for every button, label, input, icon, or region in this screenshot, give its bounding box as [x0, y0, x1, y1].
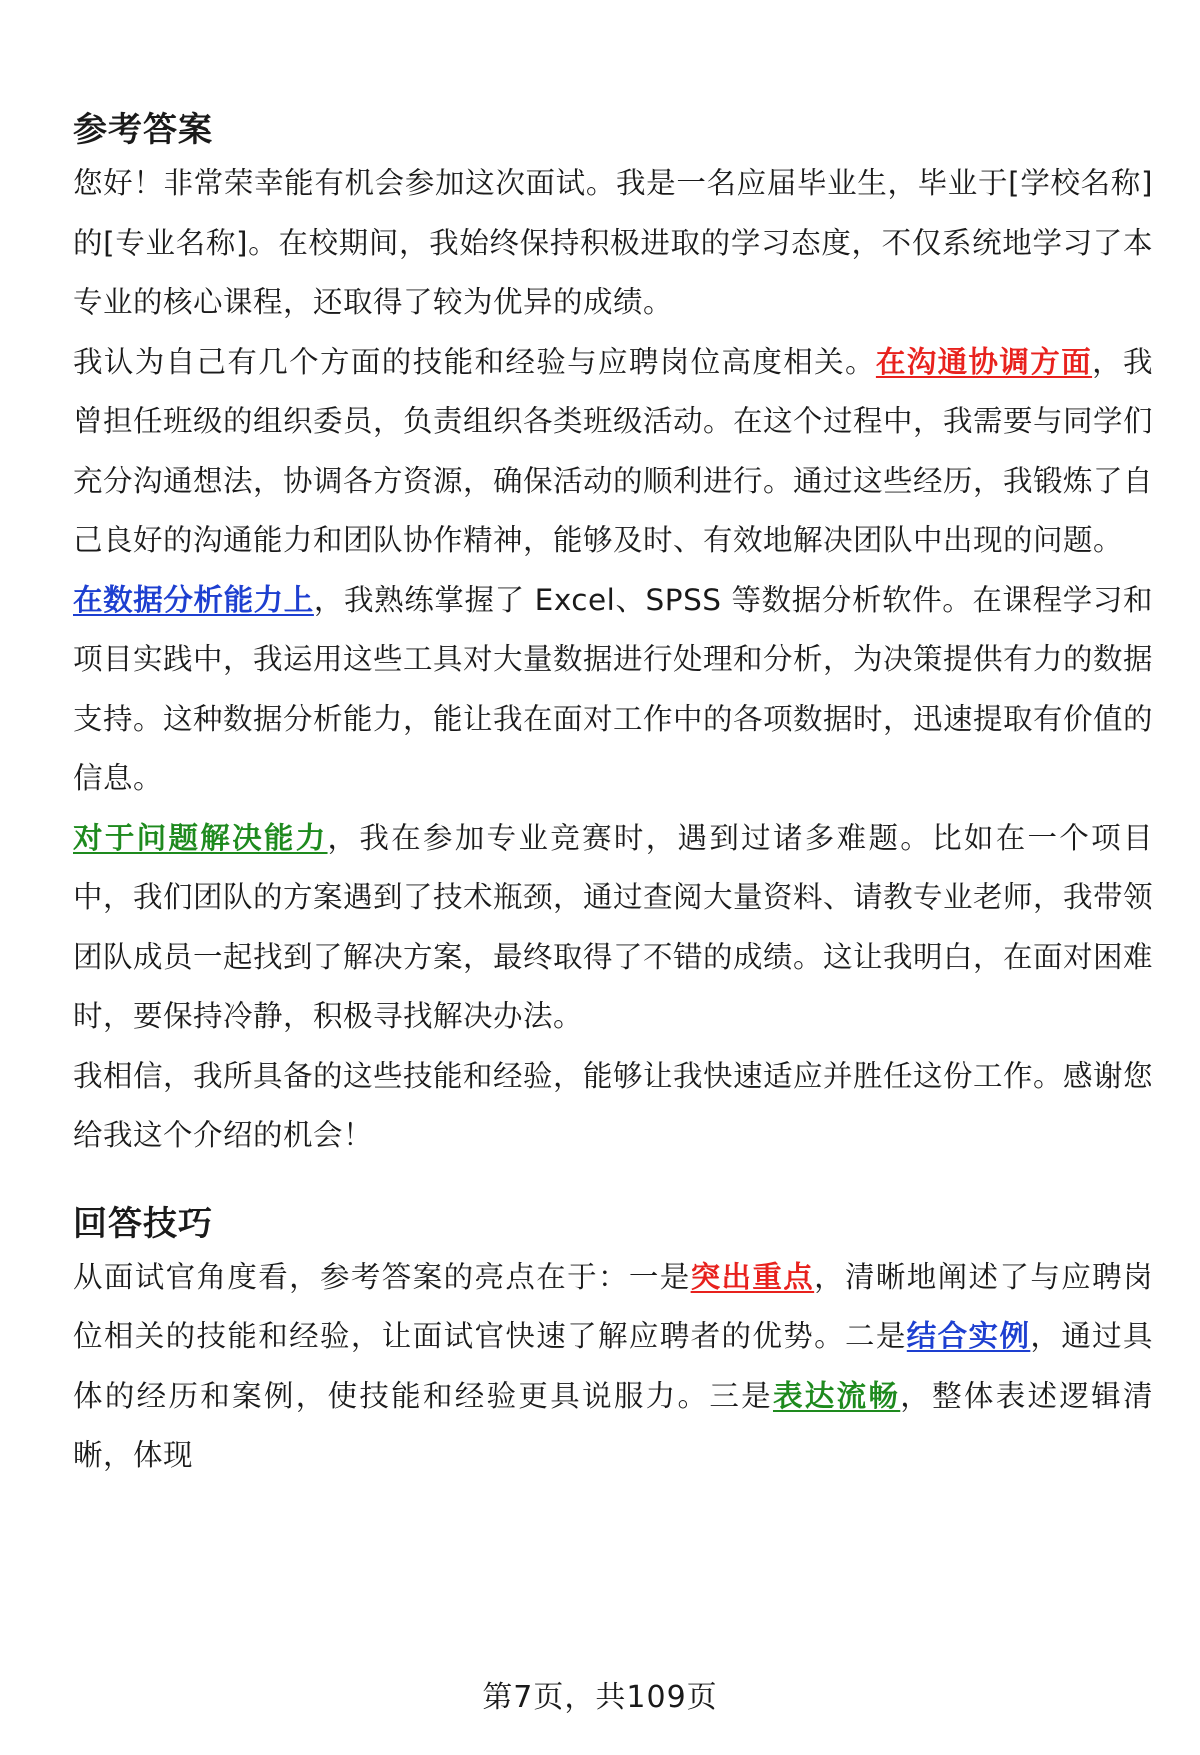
paragraph-text: ，清晰地阐述了与应聘岗位相关的技能和经验，让面试官快速了解应聘者的优势。二是 — [73, 1259, 1153, 1353]
page-number: 第7页，共109页 — [482, 1680, 718, 1715]
paragraph-closing: 我相信，我所具备的这些技能和经验，能够让我快速适应并胜任这份工作。感谢您给我这个介绍的机会！ — [73, 1058, 1154, 1152]
highlight-data-analysis: 在数据分析能力上 — [73, 582, 314, 617]
paragraph-text: ，我曾担任班级的组织委员，负责组织各类班级活动。在这个过程中，我需要与同学们充分沟通想法，协调各方资源，确保活动的顺利进行。通过这些经历，我锻炼了自己良好的沟通能力和团队协作精神，能够及时、有效地解决团队中出现的问题。 — [73, 344, 1154, 557]
paragraph-problem-solving — [73, 809, 1153, 1047]
highlight-examples: 结合实例 — [906, 1319, 1031, 1353]
section-title-reference-answer: 参考答案 — [73, 110, 213, 150]
paragraph-text: 我认为自己有几个方面的技能和经验与应聘岗位高度相关。 — [73, 344, 876, 379]
paragraph-tips — [73, 1248, 1153, 1486]
paragraph-text: ，整体表述逻辑清晰，体现 — [73, 1378, 1153, 1472]
paragraph-communication — [73, 333, 1153, 571]
highlight-key-points: 突出重点 — [690, 1259, 815, 1294]
paragraph-text: ，我在参加专业竞赛时，遇到过诸多难题。比如在一个项目中，我们团队的方案遇到了技术瓶颈，通过查阅大量资料、请教专业老师，我带领团队成员一起找到了解决方案，最终取得了不错的成绩。这让我明白，在面对困难时，要保持冷静，积极寻找解决办法。 — [73, 820, 1154, 1033]
highlight-problem-solving: 对于问题解决能力 — [73, 820, 328, 855]
paragraph-data-analysis — [73, 571, 1153, 809]
document-page — [73, 92, 1153, 1486]
paragraph-text: 从面试官角度看，参考答案的亮点在于：一是 — [73, 1259, 691, 1294]
paragraph-intro: 您好！非常荣幸能有机会参加这次面试。我是一名应届毕业生，毕业于[学校名称]的[专业名称]。在校期间，我始终保持积极进取的学习态度，不仅系统地学习了本专业的核心课程，还取得了较为优异的成绩。 — [73, 166, 1153, 319]
paragraph-text: ，我熟练掌握了 Excel、SPSS 等数据分析软件。在课程学习和项目实践中，我运用这些工具对大量数据进行处理和分析，为决策提供有力的数据支持。这种数据分析能力，能让我在面对工作中的各项数据时，迅速提取有价值的信息。 — [73, 582, 1154, 795]
highlight-communication: 在沟通协调方面 — [875, 344, 1093, 379]
paragraph-text: ，通过具体的经历和案例，使技能和经验更具说服力。三是 — [73, 1319, 1153, 1413]
section-title-answer-tips: 回答技巧 — [73, 1203, 213, 1244]
highlight-fluency: 表达流畅 — [772, 1378, 901, 1413]
